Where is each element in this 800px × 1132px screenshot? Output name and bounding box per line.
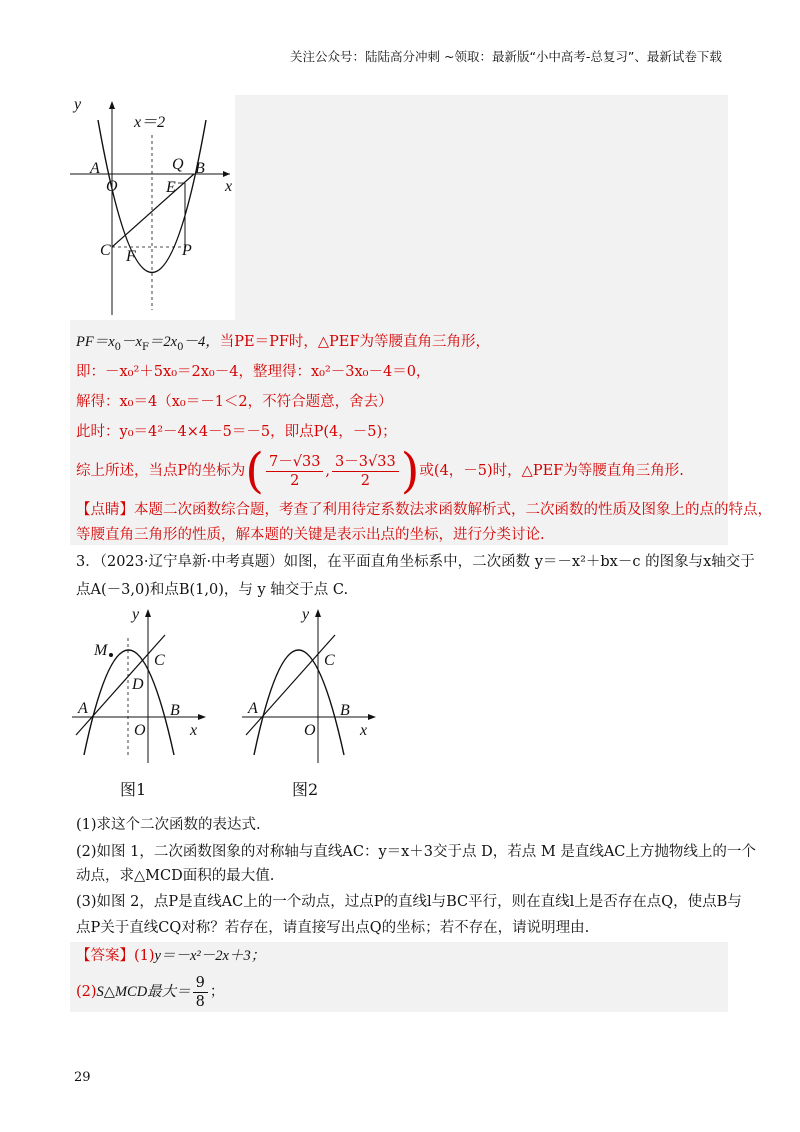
fig2-label-C: C <box>324 652 335 669</box>
problem-line-2: 点A(－3,0)和点B(1,0)，与 y 轴交于点 C. <box>76 582 349 598</box>
question-1: (1)求这个二次函数的表达式. <box>76 817 261 833</box>
label-O: O <box>106 178 118 195</box>
question-2-line-2: 动点，求△MCD面积的最大值. <box>76 868 275 884</box>
fig2-label-O: O <box>304 722 316 739</box>
top-parabola-figure <box>70 95 240 320</box>
figure-1 <box>70 605 215 765</box>
fig1-label-O: O <box>134 722 146 739</box>
question-2-line-1: (2)如图 1，二次函数图象的对称轴与直线AC：y＝x＋3交于点 D，若点 M 是直线AC上方抛物线上的一个 <box>76 844 756 860</box>
fig1-label-y: y <box>132 606 140 623</box>
fig2-label-A: A <box>248 700 258 717</box>
fig1-label-A: A <box>78 700 88 717</box>
solution-line-3: 解得：x₀＝4（x₀＝－1＜2，不符合题意，舍去） <box>76 394 393 410</box>
figure-2 <box>240 605 385 765</box>
figure-2-caption: 图2 <box>292 780 319 799</box>
fig1-label-x: x <box>190 722 198 739</box>
comment-line-1: 【点睛】本题二次函数综合题，考查了利用待定系数法求函数解析式，二次函数的性质及图象上的点的特点， <box>76 502 772 518</box>
question-3-line-2: 点P关于直线CQ对称？若存在，请直接写出点Q的坐标；若不存在，请说明理由. <box>76 920 590 936</box>
comment-line-2: 等腰直角三角形的性质，解本题的关键是表示出点的坐标，进行分类讨论. <box>76 527 545 543</box>
label-x-eq-2: x＝2 <box>134 114 166 131</box>
question-3-line-1: (3)如图 2，点P是直线AC上的一个动点，过点P的直线l与BC平行，则在直线l上是否存在点Q，使点B与 <box>76 894 742 910</box>
page-header: 关注公众号：陆陆高分冲刺 ~领取：最新版“小中高考-总复习”、最新试卷下载 <box>290 49 722 64</box>
answer-line-2: (2)S△MCD最大＝ $\frac{9}{8}$ ； <box>76 974 225 1010</box>
label-E: E <box>166 179 176 196</box>
label-y: y <box>74 96 82 113</box>
solution-line-5: 综上所述，当点P的坐标为( $\frac{7-√33}{2}$ , $\frac{3-3√33}{2}$ )或(4，－5)时，△PEF为等腰直角三角形. <box>76 443 684 499</box>
fig1-label-D: D <box>132 676 144 693</box>
answer-tag: 【答案】 <box>76 948 134 964</box>
answer-line-1: 【答案】(1)y＝－x²－2x＋3； <box>76 948 266 964</box>
problem-line-1: 3．（2023·辽宁阜新·中考真题）如图，在平面直角坐标系中，二次函数 y＝－x²＋bx－c 的图象与x轴交于 <box>76 554 755 570</box>
solution-line-2: 即：－x₀²＋5x₀＝2x₀－4，整理得：x₀²－3x₀－4＝0， <box>76 364 431 380</box>
label-Q: Q <box>172 156 184 173</box>
page-number: 29 <box>74 1070 91 1085</box>
label-F: F <box>126 248 136 265</box>
label-A: A <box>90 160 100 177</box>
fig2-label-B: B <box>340 702 350 719</box>
fig1-label-C: C <box>154 652 165 669</box>
fig1-label-B: B <box>170 702 180 719</box>
solution-line-1: $PF=x_0-x_F=2x_0-4$，当PE＝PF时，△PEF为等腰直角三角形， <box>76 334 490 353</box>
label-P: P <box>182 242 192 259</box>
fig2-label-y: y <box>302 606 310 623</box>
solution-line-4: 此时：y₀＝4²－4×4－5＝－5，即点P(4，－5)； <box>76 424 397 440</box>
label-B: B <box>195 160 205 177</box>
label-x: x <box>225 178 233 195</box>
fig1-label-M: M <box>94 642 108 659</box>
label-C: C <box>100 242 111 259</box>
fig2-label-x: x <box>360 722 368 739</box>
figure-1-caption: 图1 <box>120 780 147 799</box>
